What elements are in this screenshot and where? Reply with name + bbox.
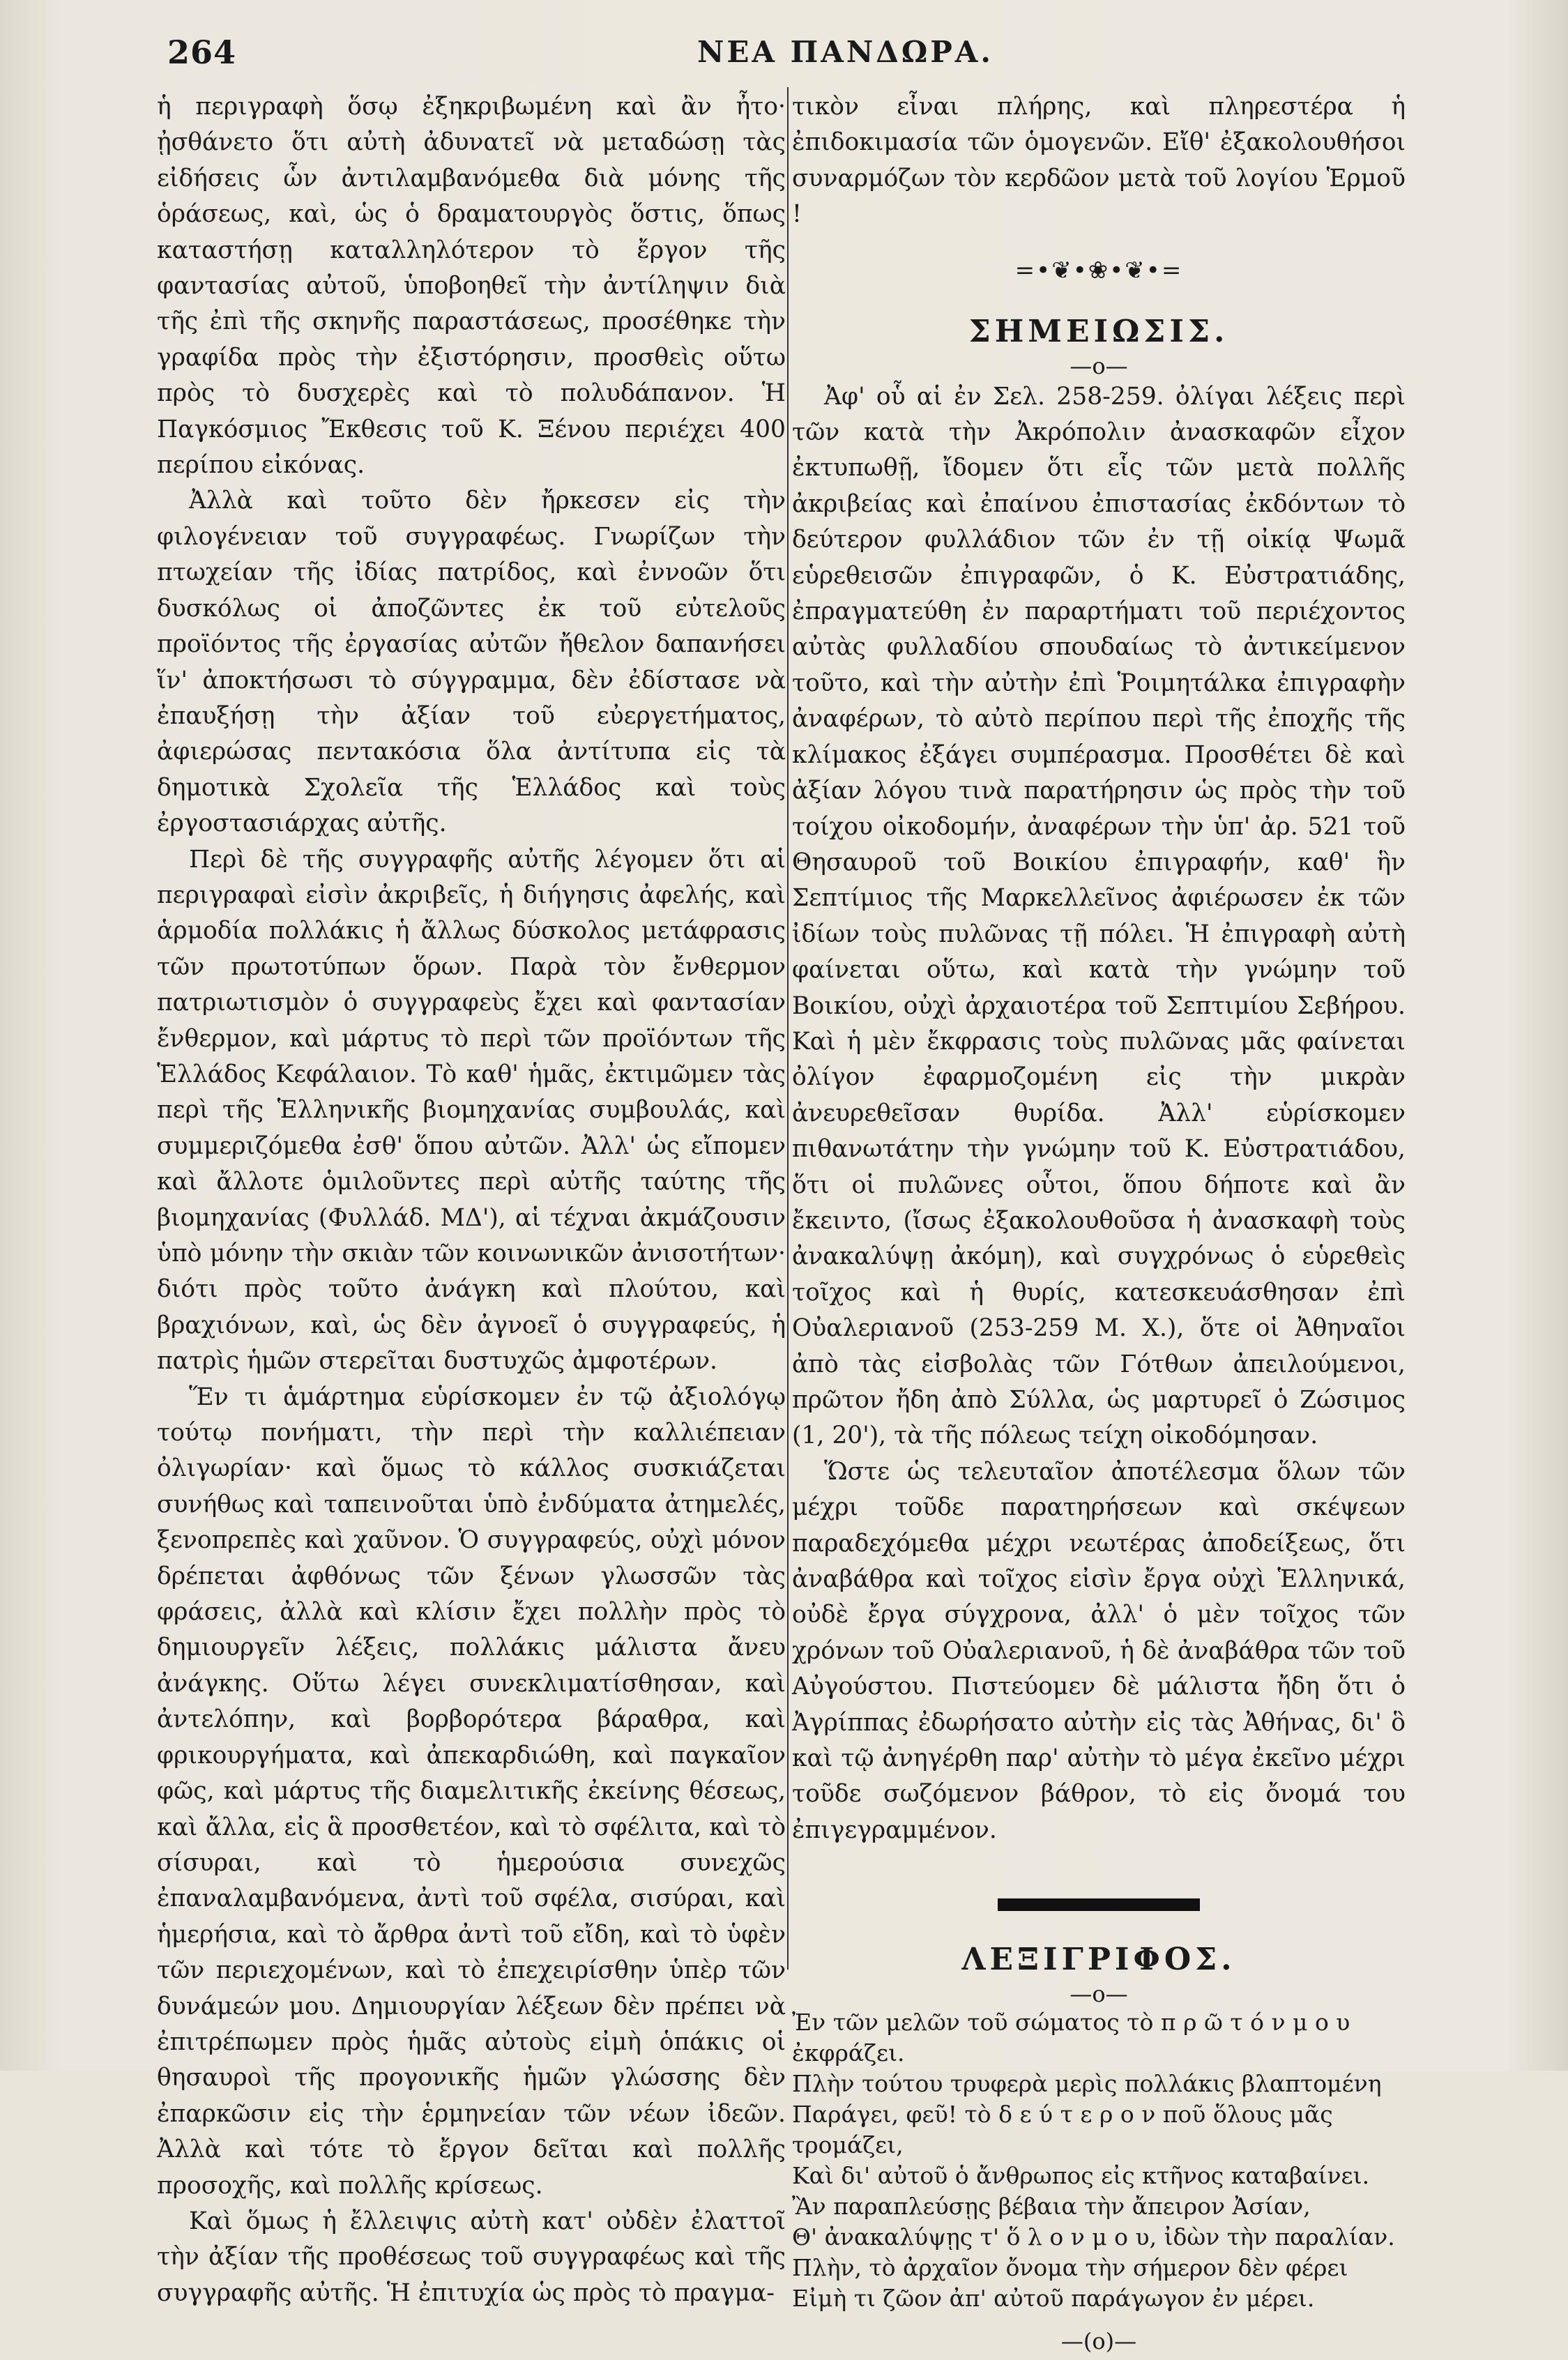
- riddle-line: Ἂν παραπλεύσῃς βέβαια τὴν ἄπειρον Ἀσίαν,: [792, 2193, 1311, 2221]
- riddle-line: Ἐν τῶν μελῶν τοῦ σώματος τὸ π ρ ῶ τ ό ν μ ο υ ἐκφράζει.: [792, 2009, 1350, 2067]
- notes-paragraph: Ὥστε ὡς τελευταῖον ἀποτέλεσμα ὅλων τῶν μέχρι τοῦδε παρατηρήσεων καὶ σκέψεων παραδεχόμεθα μέχρι νεωτέρας ἀποδείξεως, ὅτι ἀναβάθρα καὶ τοῖχος εἰσὶν ἔργα οὐχὶ Ἑλληνικά, οὐδὲ ἔργα σύγχρονα, ἀλλ' ὁ μὲν τοῖχος τῶν χρόνων τοῦ Οὐαλεριανοῦ, ἡ δὲ ἀναβάθρα τῶν τοῦ Αὐγούστου. Πιστεύομεν δὲ μάλιστα ἤδη ὅτι ὁ Ἀγρίππας ἐδωρήσατο αὐτὴν εἰς τὰς Ἀθήνας, δι' ὃ καὶ τῷ ἀνηγέρθη παρ' αὐτὴν τὸ μέγα ἐκεῖνο μέχρι τοῦδε σωζόμενον βάθρον, τὸ εἰς ὄνομά του ἐπιγεγραμμένον.: [792, 1457, 1406, 1844]
- body-paragraph: ἡ περιγραφὴ ὅσῳ ἐξηκριβωμένη καὶ ἂν ἦτο· ᾐσθάνετο ὅτι αὐτὴ ἀδυνατεῖ νὰ μεταδώσῃ τὰς εἰδήσεις ὧν ἀντιλαμβανόμεθα διὰ μόνης τῆς ὁράσεως, καὶ, ὡς ὁ δραματουργὸς ὅστις, ὅπως καταστήσῃ καταλληλότερον τὸ ἔργον τῆς φαντασίας αὐτοῦ, ὑποβοηθεῖ τὴν ἀντίληψιν διὰ τῆς ἐπὶ τῆς σκηνῆς παραστάσεως, προσέθηκε τὴν γραφίδα πρὸς τὴν ἐξιστόρησιν, προσθεὶς οὕτω πρὸς τὸ δυσχερὲς καὶ τὸ πολυδάπανον. Ἡ Παγκόσμιος Ἔκθεσις τοῦ Κ. Ξένου περιέχει 400 περίπου εἰκόνας.: [157, 93, 786, 480]
- riddle-line: Θ' ἀνακαλύψῃς τ' ὅ λ ο ν μ ο υ, ἰδὼν τὴν παραλίαν.: [792, 2223, 1395, 2251]
- riddle-line: Πλὴν, τὸ ἀρχαῖον ὄνομα τὴν σήμερον δὲν φέρει: [792, 2254, 1348, 2282]
- riddle-line: Εἰμὴ τι ζῶον ἀπ' αὐτοῦ παράγωγον ἐν μέρει.: [792, 2285, 1315, 2313]
- riddle-heading: ΛΕΞΙΓΡΙΦΟΣ.: [961, 1942, 1236, 1978]
- riddle-verse: [792, 2007, 1406, 2314]
- body-paragraph: Ἀλλὰ καὶ τοῦτο δὲν ἤρκεσεν εἰς τὴν φιλογένειαν τοῦ συγγραφέως. Γνωρίζων τὴν πτωχείαν τῆς ἰδίας πατρίδος, καὶ ἐννοῶν ὅτι δυσκόλως οἱ ἀποζῶντες ἐκ τοῦ εὐτελοῦς προϊόντος τῆς ἐργασίας αὐτῶν ἤθελον δαπανήσει ἵν' ἀποκτήσωσι τὸ σύγγραμμα, δὲν ἐδίστασε νὰ ἐπαυξήσῃ τὴν ἀξίαν τοῦ εὐεργετήματος, ἀφιερώσας πεντακόσια ὅλα ἀντίτυπα εἰς τὰ δημοτικὰ Σχολεῖα τῆς Ἑλλάδος καὶ τοὺς ἐργοστασιάρχας αὐτῆς.: [157, 487, 786, 838]
- riddle-line: Καὶ δι' αὐτοῦ ὁ ἄνθρωπος εἰς κτῆνος καταβαίνει.: [792, 2162, 1370, 2190]
- notes-paragraph: Ἀφ' οὗ αἱ ἐν Σελ. 258-259. ὀλίγαι λέξεις περὶ τῶν κατὰ τὴν Ἀκρόπολιν ἀνασκαφῶν εἶχον ἐκτυπωθῇ, ἴδομεν ὅτι εἷς τῶν μετὰ πολλῆς ἀκριβείας καὶ ἐπαίνου ἐπιστασίας ἐκδόντων τὸ δεύτερον φυλλάδιον τῶν ἐν τῇ οἰκίᾳ Ψωμᾶ εὑρεθεισῶν ἐπιγραφῶν, ὁ Κ. Εὐστρατιάδης, ἐπραγματεύθη ἐν παραρτήματι τοῦ περιέχοντος αὐτὰς φυλλαδίου σπουδαίως τὸ ἀντικείμενον τοῦτο, καὶ τὴν αὐτὴν ἐπὶ Ῥοιμητάλκα ἐπιγραφὴν ἀναφέρων, τὸ αὐτὸ περίπου περὶ τῆς ἐποχῆς τῆς κλίμακος ἐξάγει συμπέρασμα. Προσθέτει δὲ καὶ ἀξίαν λόγου τινὰ παρατήρησιν ὡς πρὸς τὴν τοῦ τοίχου οἰκοδομήν, ἀναφέρων τὴν ὑπ' ἀρ. 521 τοῦ Θησαυροῦ τοῦ Βοικίου ἐπιγραφήν, καθ' ἣν Σεπτίμιος τῆς Μαρκελλεῖνος ἀφιέρωσεν ἐκ τῶν ἰδίων τοὺς πυλῶνας τῇ πόλει. Ἡ ἐπιγραφὴ αὐτὴ φαίνεται οὕτω, καὶ κατὰ τὴν γνώμην τοῦ Βοικίου, οὐχὶ ἀρχαιοτέρα τοῦ Σεπτιμίου Σεβήρου. Καὶ ἡ μὲν ἔκφρασις τοὺς πυλῶνας μᾶς φαίνεται ὀλίγον ἐφαρμοζομένη εἰς τὴν μικρὰν ἀνευρεθεῖσαν θυρίδα. Ἀλλ' εὑρίσκομεν πιθανωτάτην τὴν γνώμην τοῦ Κ. Εὐστρατιάδου, ὅτι οἱ πυλῶνες οὗτοι, ὅπου δήποτε καὶ ἂν ἔκειντο, (ἴσως ἐξακολουθοῦσα ἡ ἀνασκαφὴ τοὺς ἀνακαλύψῃ ἀκόμη), καὶ συγχρόνως ὁ εὑρεθεὶς τοῖχος καὶ ἡ θυρίς, κατεσκευάσθησαν ἐπὶ Οὐαλεριανοῦ (253-259 Μ. Χ.), ὅτε οἱ Ἀθηναῖοι ἀπὸ τὰς εἰσβολὰς τῶν Γότθων ἀπειλούμενοι, πρῶτον ἤδη ἀπὸ Σύλλα, ὡς μαρτυρεῖ ὁ Ζώσιμος (1, 20'), τὰ τῆς πόλεως τείχη οἰκοδόμησαν.: [792, 382, 1406, 1450]
- page-header: [167, 28, 1415, 77]
- riddle-line: Παράγει, φεῦ! τὸ δ ε ύ τ ε ρ ο ν ποῦ ὅλους μᾶς τρομάζει,: [792, 2101, 1333, 2159]
- running-title: ΝΕΑ ΠΑΝΔΩΡΑ.: [697, 35, 994, 69]
- riddle-line: Πλὴν τούτου τρυφερὰ μερὶς πολλάκις βλαπτομένη: [792, 2070, 1382, 2098]
- section-bar: [998, 1898, 1200, 1911]
- ornamental-divider: =•❦•❀•❦•=: [1014, 256, 1183, 284]
- body-paragraph: Ἕν τι ἁμάρτημα εὑρίσκομεν ἐν τῷ ἀξιολόγῳ τούτῳ πονήματι, τὴν περὶ τὴν καλλιέπειαν ὀλιγωρίαν· καὶ ὅμως τὸ κάλλος συσκιάζεται συνήθως καὶ ταπεινοῦται ὑπὸ ἐνδύματα ἀτημελές, ξενοπρεπὲς καὶ χαῦνον. Ὁ συγγραφεύς, οὐχὶ μόνον δρέπεται ἀφθόνως τῶν ξένων γλωσσῶν τὰς φράσεις, ἀλλὰ καὶ κλίσιν ἔχει πολλὴν πρὸς τὸ δημιουργεῖν λέξεις, πολλάκις μάλιστα ἄνευ ἀνάγκης. Οὕτω λέγει συνεκλιματίσθησαν, καὶ ἀντελόπην, καὶ βορβορότερα βάραθρα, καὶ φρικουργήματα, καὶ ἀπεκαρδιώθη, καὶ παγκαῖον φῶς, καὶ μάρτυς τῆς διαμελιτικῆς ἐκείνης θέσεως, καὶ ἄλλα, εἰς ἃ προσθετέον, καὶ τὸ σφέλιτα, καὶ τὸ σίσυραι, καὶ τὸ ἡμερούσια συνεχῶς ἐπαναλαμβανόμενα, ἀντὶ τοῦ σφέλα, σισύραι, καὶ ἡμερήσια, καὶ τὸ ἄρθρα ἀντὶ τοῦ εἴδη, καὶ τὸ ὑφὲν τῶν περιεχομένων, καὶ τὸ ἐπεχειρίσθην ὑπὲρ τῶν δυνάμεών μου. Δημιουργίαν λέξεων δὲν πρέπει νὰ ἐπιτρέπωμεν πρὸς ἡμᾶς αὐτοὺς εἰμὴ ὁπάκις οἱ θησαυροὶ τῆς προγονικῆς ἡμῶν γλώσσης δὲν ἐπαρκῶσιν εἰς τὴν ἑρμηνείαν τῶν νέων ἰδεῶν. Ἀλλὰ καὶ τότε τὸ ἔργον δεῖται καὶ πολλῆς προσοχῆς, καὶ πολλῆς κρίσεως.: [157, 1383, 786, 2200]
- body-paragraph: Καὶ ὅμως ἡ ἔλλειψις αὐτὴ κατ' οὐδὲν ἐλαττοῖ τὴν ἀξίαν τῆς προθέσεως τοῦ συγγραφέως καὶ τῆς συγγραφῆς αὐτῆς. Ἡ ἐπιτυχία ὡς πρὸς τὸ πραγμα-: [157, 2207, 786, 2307]
- continuation-paragraph: τικὸν εἶναι πλήρης, καὶ πληρεστέρα ἡ ἐπιδοκιμασία τῶν ὁμογενῶν. Εἴθ' ἐξακολουθήσοι συναρμόζων τὸν κερδῶον μετὰ τοῦ λογίου Ἑρμοῦ !: [792, 93, 1406, 229]
- left-column: [157, 89, 786, 2311]
- right-column: [792, 89, 1406, 2360]
- column-divider: [787, 87, 789, 1970]
- end-mark: —(o)—: [1060, 2328, 1137, 2355]
- body-paragraph: Περὶ δὲ τῆς συγγραφῆς αὐτῆς λέγομεν ὅτι αἱ περιγραφαὶ εἰσὶν ἀκριβεῖς, ἡ διήγησις ἀφελής, καὶ ἁρμοδία πολλάκις ἡ ἄλλως δύσκολος μετάφρασις τῶν πρωτοτύπων ὅρων. Παρὰ τὸν ἔνθερμον πατριωτισμὸν ὁ συγγραφεὺς ἔχει καὶ φαντασίαν ἔνθερμον, καὶ μάρτυς τὸ περὶ τῶν προϊόντων τῆς Ἑλλάδος Κεφάλαιον. Τὸ καθ' ἡμᾶς, ἐκτιμῶμεν τὰς περὶ τῆς Ἑλληνικῆς βιομηχανίας συμβουλάς, καὶ συμμεριζόμεθα ἐσθ' ὅπου αὐτῶν. Ἀλλ' ὡς εἴπομεν καὶ ἄλλοτε ὁμιλοῦντες περὶ αὐτῆς ταύτης τῆς βιομηχανίας (Φυλλάδ. ΜΔ'), αἱ τέχναι ἀκμάζουσιν ὑπὸ μόνην τὴν σκιὰν τῶν κοινωνικῶν ἀνισοτήτων· διότι πρὸς τοῦτο ἀνάγκη καὶ πλούτου, καὶ βραχιόνων, καὶ, ὡς δὲν ἀγνοεῖ ὁ συγγραφεύς, ἡ πατρὶς ἡμῶν στερεῖται δυστυχῶς ἀμφοτέρων.: [157, 845, 786, 1376]
- notes-heading: ΣΗΜΕΙΩΣΙΣ.: [968, 313, 1229, 349]
- page-number: 264: [167, 33, 237, 71]
- riddle-mark: —o—: [1070, 1981, 1128, 2008]
- notes-mark: —o—: [1070, 352, 1128, 379]
